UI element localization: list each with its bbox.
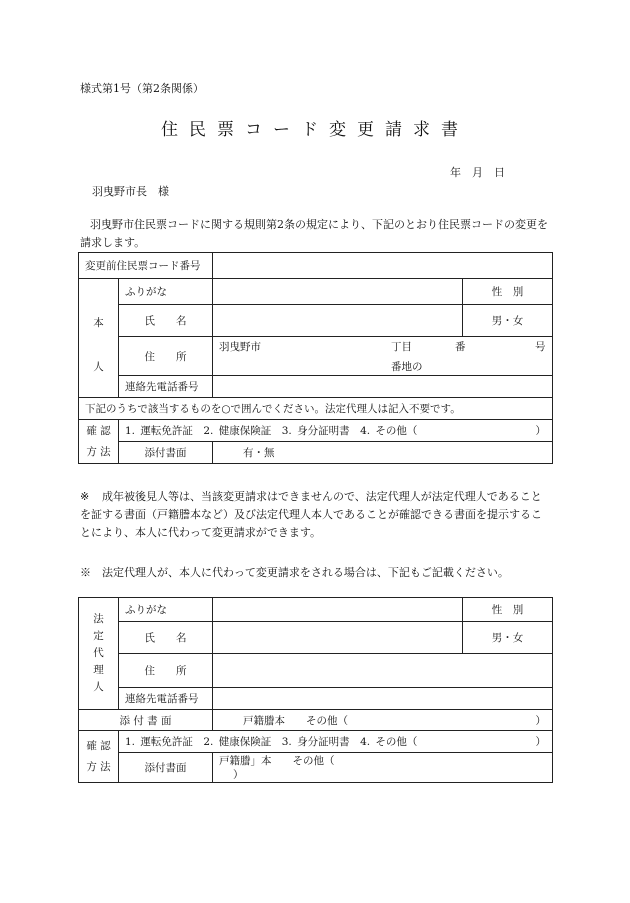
agent-gender-label: 性 別 [463,598,553,622]
agent-furigana-label: ふりがな [119,598,213,622]
name-field[interactable] [213,305,463,337]
agent-gender-value[interactable]: 男・女 [463,622,553,654]
agent-attach-doc-label: 添 付 書 面 [79,710,213,731]
date-line: 年 月 日 [450,166,505,179]
old-code-field[interactable] [213,253,553,279]
form-number: 様式第1号（第2条関係） [80,82,204,95]
agent-furigana-field[interactable] [213,598,463,622]
phone-field[interactable] [213,376,553,398]
address-ban: 番 [455,341,466,353]
agent-attach-value[interactable]: 戸籍謄」本 その他（ ） [213,753,553,783]
person-label: 本 人 [79,279,119,398]
person-table [78,252,553,464]
agent-name-field[interactable] [213,622,463,654]
address-chome: 丁目 [391,341,412,353]
address-go: 号 [535,341,546,353]
agent-name-label: 氏 名 [119,622,213,654]
instruction-text: 下記のうちで該当するものを○で囲んでください。法定代理人は記入不要です。 [79,398,553,420]
intro-text: 羽曳野市住民票コードに関する規則第2条の規定により、下記のとおり住民票コードの変更を請求します。 [80,218,548,249]
agent-attach-doc-value[interactable]: 戸籍謄本 その他（ ） [213,710,553,731]
agent-address-field[interactable] [213,654,553,688]
address-banchi: 番地の [391,361,423,373]
agent-table [78,597,553,783]
agent-phone-label: 連絡先電話番号 [119,688,213,710]
address-field[interactable] [213,337,553,376]
address-label: 住 所 [119,337,213,376]
page-title: 住民票コード変更請求書 [161,120,469,140]
agent-label: 法 定 代 理 人 [79,598,119,710]
agent-phone-field[interactable] [213,688,553,710]
agent-id-methods[interactable]: 1. 運転免許証 2. 健康保険証 3. 身分証明書 4. その他（ ） [119,731,553,753]
furigana-label: ふりがな [119,279,213,305]
address-city: 羽曳野市 [219,341,261,353]
note-agent: ※ 法定代理人が、本人に代わって変更請求をされる場合は、下記もご記載ください。 [80,566,509,579]
attach-value[interactable]: 有・無 [213,442,553,464]
attach-label: 添付書面 [119,442,213,464]
gender-value[interactable]: 男・女 [463,305,553,337]
agent-address-label: 住 所 [119,654,213,688]
agent-confirm-method-label: 確 認 方 法 [79,731,119,783]
agent-attach-label: 添付書面 [119,753,213,783]
confirm-method-label: 確 認 方 法 [79,420,119,464]
addressee: 羽曳野市長 様 [92,185,169,198]
note-guardianship: ※ 成年被後見人等は、当該変更請求はできませんので、法定代理人が法定代理人であることを証する書面（戸籍謄本など）及び法定代理人本人であることが確認できる書面を提示することにより、本人に代わって変更請求ができます。 [80,490,542,539]
furigana-field[interactable] [213,279,463,305]
old-code-label: 変更前住民票コード番号 [79,253,213,279]
id-methods[interactable]: 1. 運転免許証 2. 健康保険証 3. 身分証明書 4. その他（ ） [119,420,553,442]
name-label: 氏 名 [119,305,213,337]
gender-label: 性 別 [463,279,553,305]
phone-label: 連絡先電話番号 [119,376,213,398]
